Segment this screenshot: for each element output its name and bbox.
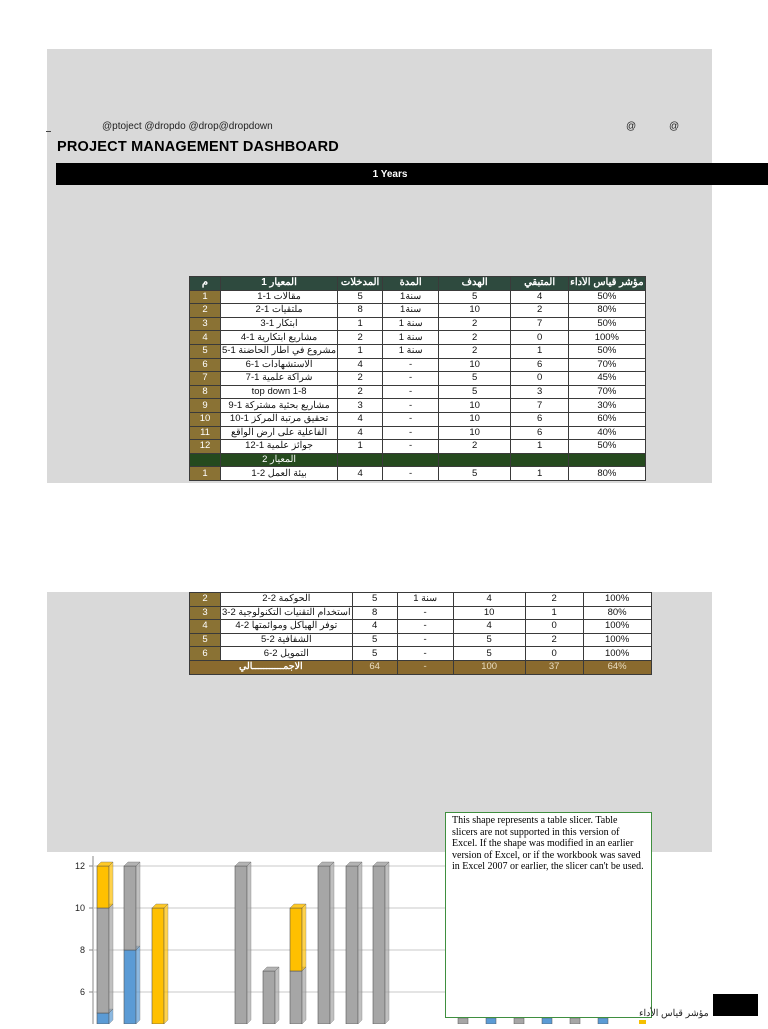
page-title: PROJECT MANAGEMENT DASHBOARD: [57, 139, 339, 155]
group-2-cell: [383, 453, 439, 467]
duration-value: سنة 1: [397, 593, 453, 607]
row-index: 8: [190, 385, 221, 399]
criterion-name: مشاريع ابتكارية 1-4: [221, 331, 338, 345]
remaining-value: 0: [525, 620, 583, 634]
criteria-table: [189, 276, 646, 481]
criterion-name: شراكة علمية 1-7: [221, 372, 338, 386]
criterion-name: تحقيق مرتبة المركز 1-10: [221, 412, 338, 426]
remaining-value: 6: [511, 426, 569, 440]
row-index: 11: [190, 426, 221, 440]
duration-value: -: [397, 647, 453, 661]
col-header-duration: المدة: [383, 277, 439, 291]
group-2-cell: [569, 453, 645, 467]
inputs-value: 4: [338, 426, 383, 440]
criterion-name: الاستشهادات 1-6: [221, 358, 338, 372]
target-value: 10: [439, 426, 511, 440]
bar-inputs: [263, 971, 275, 1024]
total-kpi: 64%: [583, 660, 651, 674]
remaining-value: 4: [511, 290, 569, 304]
kpi-value: 50%: [569, 344, 645, 358]
target-value: 5: [453, 647, 525, 661]
table-row: [190, 344, 646, 358]
table-row: [190, 290, 646, 304]
bar-target-side: [109, 862, 113, 908]
table-row: [190, 593, 652, 607]
bar-inputs: [318, 866, 330, 1024]
row-index: 3: [190, 317, 221, 331]
total-duration: -: [397, 660, 453, 674]
inputs-value: 4: [352, 620, 397, 634]
table-row: [190, 385, 646, 399]
criterion-name: بيئة العمل 2-1: [221, 467, 338, 481]
duration-value: سنة 1: [383, 317, 439, 331]
table-row: [190, 620, 652, 634]
bar-inputs: [290, 971, 302, 1024]
table-row: [190, 633, 652, 647]
slicer-placeholder[interactable]: [445, 812, 652, 1018]
col-header-target: الهدف: [439, 277, 511, 291]
bar-target-side: [164, 904, 168, 1024]
table-row: [190, 372, 646, 386]
bar-target: [290, 908, 302, 971]
target-value: 4: [453, 620, 525, 634]
remaining-value: 1: [511, 440, 569, 454]
row-index: 4: [190, 331, 221, 345]
criterion-name: الحوكمة 2-2: [221, 593, 353, 607]
inputs-value: 2: [338, 372, 383, 386]
target-value: 5: [439, 290, 511, 304]
inputs-value: 2: [338, 331, 383, 345]
duration-value: -: [383, 399, 439, 413]
group-2-header-row: [190, 453, 646, 467]
duration-value: -: [397, 633, 453, 647]
target-value: 5: [439, 385, 511, 399]
table-row: [190, 317, 646, 331]
row-index: 12: [190, 440, 221, 454]
period-bar: [56, 163, 768, 185]
duration-value: سنة 1: [383, 331, 439, 345]
bar-stub: [458, 1018, 468, 1024]
target-value: 5: [439, 372, 511, 386]
kpi-value: 70%: [569, 358, 645, 372]
remaining-value: 3: [511, 385, 569, 399]
legend-label: مؤشر قياس الأداء: [639, 1008, 709, 1019]
mentions-text: @ptoject @dropdo @drop@dropdown: [102, 121, 273, 132]
remaining-value: 7: [511, 317, 569, 331]
inputs-value: 5: [352, 633, 397, 647]
row-index: 3: [190, 606, 221, 620]
col-header-index: م: [190, 277, 221, 291]
target-value: 2: [439, 344, 511, 358]
inputs-value: 5: [338, 290, 383, 304]
target-value: 10: [453, 606, 525, 620]
duration-value: -: [383, 440, 439, 454]
bar-target: [97, 866, 109, 908]
inputs-value: 3: [338, 399, 383, 413]
bar-stub: [570, 1018, 580, 1024]
criterion-name: التمويل 2-6: [221, 647, 353, 661]
target-value: 5: [453, 633, 525, 647]
row-index: 4: [190, 620, 221, 634]
total-label: الاجمـــــــــــالي: [190, 660, 353, 674]
remaining-value: 1: [511, 344, 569, 358]
bar-inputs-side: [109, 904, 113, 1013]
table-row: [190, 606, 652, 620]
total-row: [190, 660, 652, 674]
duration-value: -: [383, 467, 439, 481]
inputs-value: 5: [352, 647, 397, 661]
table-row: [190, 331, 646, 345]
target-value: 10: [439, 358, 511, 372]
inputs-value: 1: [338, 440, 383, 454]
inputs-value: 2: [338, 385, 383, 399]
table-row: [190, 304, 646, 318]
criteria-table-continued: [189, 592, 652, 675]
kpi-value: 100%: [583, 593, 651, 607]
group-2-cell: [190, 453, 221, 467]
duration-value: -: [383, 358, 439, 372]
total-inputs: 64: [352, 660, 397, 674]
kpi-value: 30%: [569, 399, 645, 413]
total-target: 100: [453, 660, 525, 674]
col-header-criterion: المعيار 1: [221, 277, 338, 291]
inputs-value: 4: [338, 358, 383, 372]
bar-inputs-side: [247, 862, 251, 1024]
remaining-value: 1: [525, 606, 583, 620]
kpi-value: 80%: [569, 304, 645, 318]
bar-stub: [486, 1018, 496, 1024]
col-header-kpi: مؤشر قياس الأداء: [570, 277, 644, 289]
bar-stub: [542, 1018, 552, 1024]
kpi-value: 100%: [583, 633, 651, 647]
bar-inputs: [124, 866, 136, 950]
table-row: [190, 358, 646, 372]
y-tick-label: 6: [79, 987, 85, 997]
kpi-value: 50%: [569, 290, 645, 304]
kpi-value: 70%: [569, 385, 645, 399]
bar-target-side: [302, 904, 306, 971]
row-index: 5: [190, 344, 221, 358]
criterion-name: استخدام التقنيات التكنولوجية 2-3: [222, 606, 351, 618]
at-symbol-2: @: [669, 121, 680, 132]
bar-inputs-side: [358, 862, 362, 1024]
total-remaining: 37: [525, 660, 583, 674]
row-index: 7: [190, 372, 221, 386]
table-row: [190, 647, 652, 661]
bar-stub: [598, 1018, 608, 1024]
target-value: 4: [453, 593, 525, 607]
bar-remaining: [97, 1013, 109, 1024]
bar-inputs-side: [302, 967, 306, 1024]
table-row: [190, 412, 646, 426]
remaining-value: 0: [511, 372, 569, 386]
legend-box: [713, 994, 758, 1016]
inputs-value: 5: [352, 593, 397, 607]
criterion-name: top down 1-8: [221, 385, 338, 399]
kpi-value: 80%: [569, 467, 645, 481]
inputs-value: 8: [352, 606, 397, 620]
table-row: [190, 467, 646, 481]
kpi-value: 50%: [569, 440, 645, 454]
row-index: 5: [190, 633, 221, 647]
kpi-value: 50%: [569, 317, 645, 331]
col-header-remaining: المتبقي: [511, 277, 569, 291]
remaining-value: 6: [511, 358, 569, 372]
target-value: 2: [439, 317, 511, 331]
row-index: 2: [190, 593, 221, 607]
slicer-message: This shape represents a table slicer. Table slicers are not supported in this version of Excel. If the shape was modified in an earlier version of Excel, or if the workbook was saved in Excel 2007 or earlier, the slicer can't be used.: [452, 815, 644, 872]
table-row: [190, 440, 646, 454]
row-index: 6: [190, 647, 221, 661]
target-value: 2: [439, 440, 511, 454]
row-index: 10: [190, 412, 221, 426]
bar-stub: [514, 1018, 524, 1024]
y-tick-label: 10: [74, 903, 85, 913]
y-tick-label: 12: [74, 861, 85, 871]
row-index: 1: [190, 290, 221, 304]
group-2-cell: [338, 453, 383, 467]
criterion-name: مشاريع بحثية مشتركة 1-9: [221, 399, 338, 413]
inputs-value: 4: [338, 412, 383, 426]
y-tick-label: 8: [79, 945, 85, 955]
table-row: [190, 426, 646, 440]
kpi-value: 60%: [569, 412, 645, 426]
bar-remaining-side: [136, 946, 140, 1024]
bar-remaining: [124, 950, 136, 1024]
bar-inputs-side: [330, 862, 334, 1024]
group-2-cell: [439, 453, 511, 467]
inputs-value: 8: [338, 304, 383, 318]
kpi-value: 80%: [583, 606, 651, 620]
criterion-name: الفاعلية على ارض الواقع: [221, 426, 338, 440]
remaining-value: 2: [525, 593, 583, 607]
target-value: 5: [439, 467, 511, 481]
remaining-value: 0: [525, 647, 583, 661]
bar-inputs-side: [385, 862, 389, 1024]
duration-value: -: [397, 620, 453, 634]
bar-inputs: [346, 866, 358, 1024]
kpi-value: 40%: [569, 426, 645, 440]
target-value: 2: [439, 331, 511, 345]
bar-inputs-side: [275, 967, 279, 1024]
criterion-name: جوائز علمية 1-12: [221, 440, 338, 454]
group-2-label: المعيار 2: [221, 453, 338, 467]
kpi-value: 100%: [583, 647, 651, 661]
col-header-inputs: المدخلات: [338, 277, 383, 291]
row-index: 1: [190, 467, 221, 481]
duration-value: سنة 1: [383, 344, 439, 358]
kpi-value: 100%: [583, 620, 651, 634]
bar-inputs: [235, 866, 247, 1024]
remaining-value: 2: [511, 304, 569, 318]
row-index: 9: [190, 399, 221, 413]
criterion-name: ملتقيات 1-2: [221, 304, 338, 318]
duration-value: -: [383, 412, 439, 426]
duration-value: -: [383, 426, 439, 440]
row-index: 2: [190, 304, 221, 318]
bar-inputs-side: [136, 862, 140, 950]
remaining-value: 0: [511, 331, 569, 345]
target-value: 10: [439, 399, 511, 413]
bar-inputs: [373, 866, 385, 1024]
table-header-row: [190, 277, 646, 291]
target-value: 10: [439, 412, 511, 426]
at-symbol-1: @: [626, 121, 637, 132]
criterion-name: مقالات 1-1: [221, 290, 338, 304]
kpi-value: 100%: [569, 331, 645, 345]
target-value: 10: [439, 304, 511, 318]
table-row: [190, 399, 646, 413]
remaining-value: 6: [511, 412, 569, 426]
criterion-name: مشروع في اطار الحاضنة 1-5: [222, 345, 337, 357]
duration-value: سنة1: [383, 290, 439, 304]
duration-value: سنة1: [383, 304, 439, 318]
bar-inputs: [97, 908, 109, 1013]
remaining-value: 7: [511, 399, 569, 413]
period-label: 1 Years: [372, 168, 408, 180]
kpi-value: 45%: [569, 372, 645, 386]
duration-value: -: [383, 372, 439, 386]
legend-swatch: [639, 1020, 646, 1024]
inputs-value: 4: [338, 467, 383, 481]
duration-value: -: [383, 385, 439, 399]
criterion-name: توفر الهياكل وموائمتها 2-4: [221, 620, 353, 634]
cell-marker: [46, 131, 51, 132]
bar-target: [152, 908, 164, 1024]
remaining-value: 2: [525, 633, 583, 647]
duration-value: -: [397, 606, 453, 620]
group-2-cell: [511, 453, 569, 467]
criterion-name: الشفافية 2-5: [221, 633, 353, 647]
remaining-value: 1: [511, 467, 569, 481]
inputs-value: 1: [338, 317, 383, 331]
row-index: 6: [190, 358, 221, 372]
criterion-name: ابتكار 1-3: [221, 317, 338, 331]
inputs-value: 1: [338, 344, 383, 358]
